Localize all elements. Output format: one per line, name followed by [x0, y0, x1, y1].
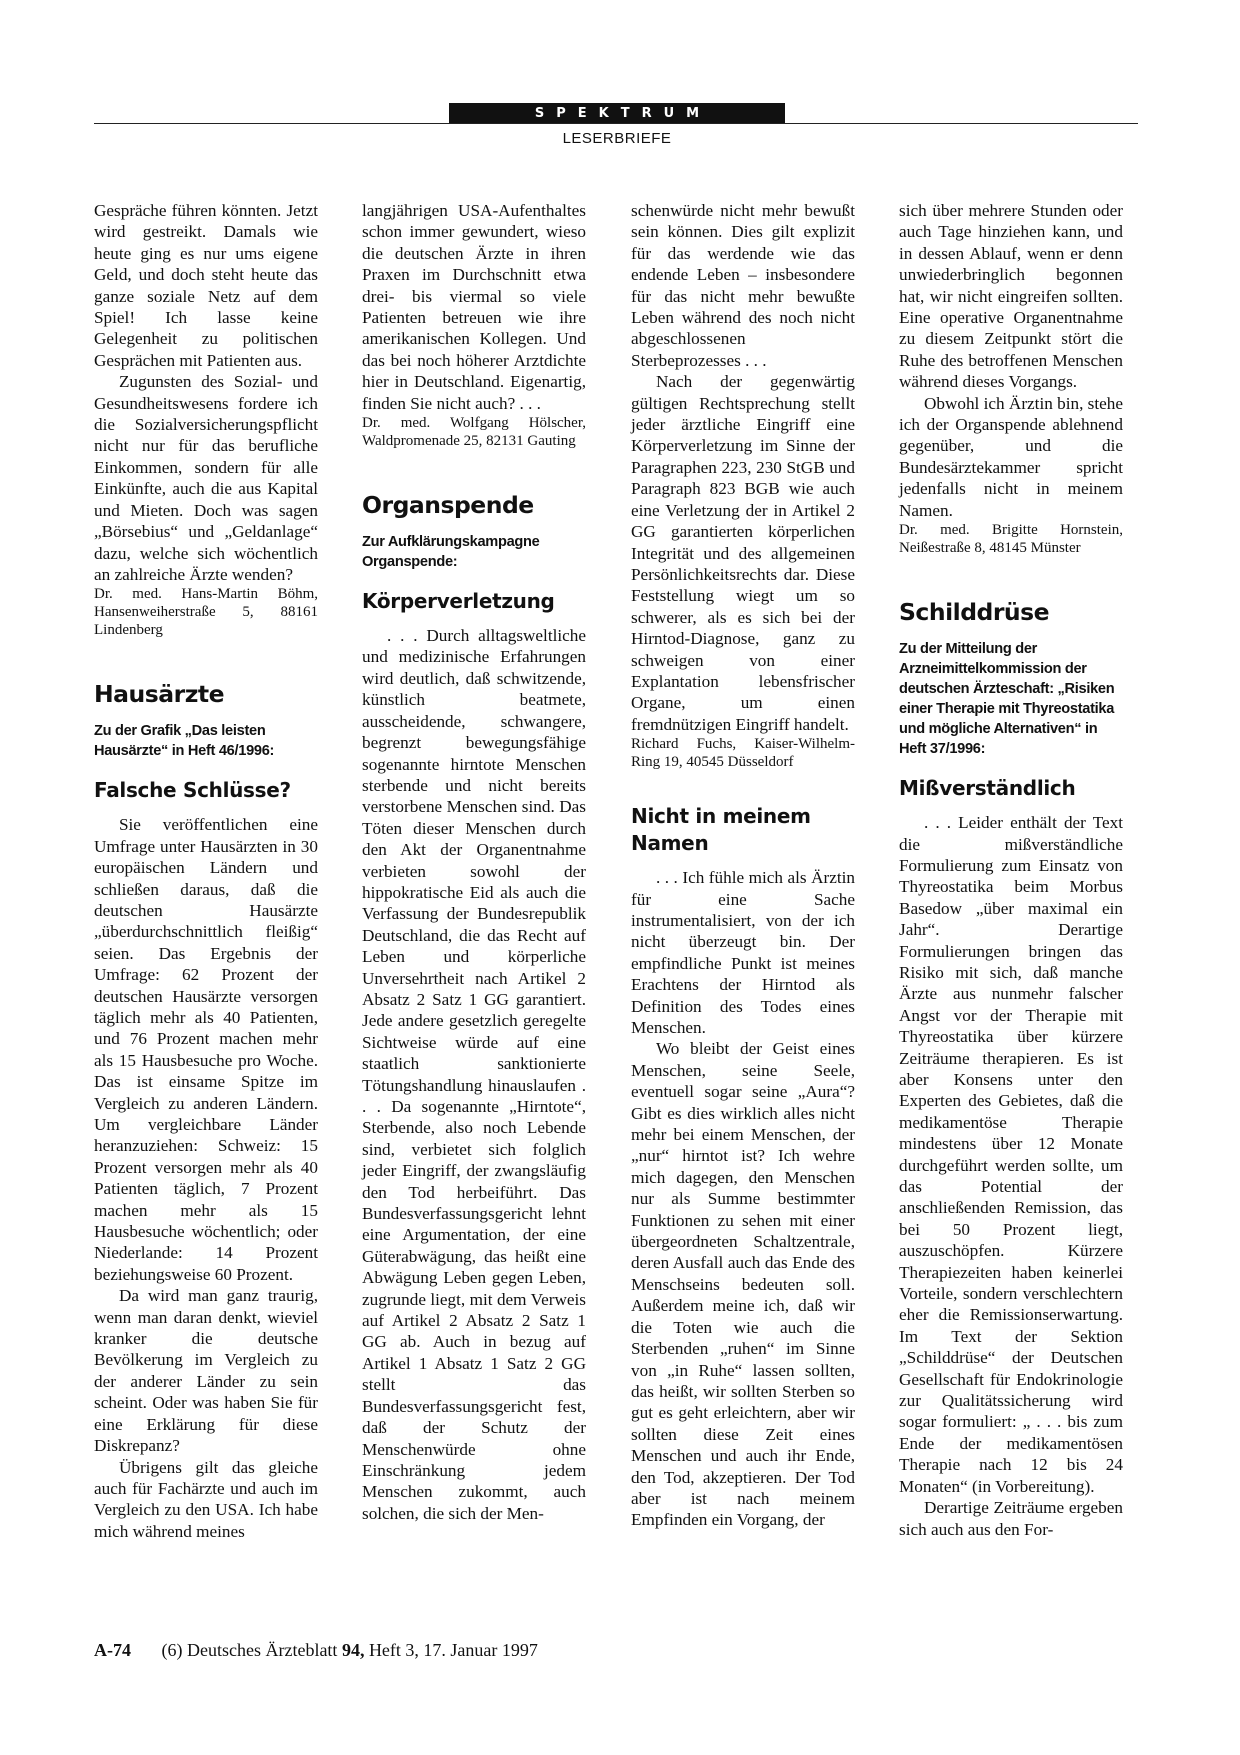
paragraph: . . . Ich fühle mich als Ärztin für eine Sache instrumentalisiert, von der ich nicht überzeugt bin. Der empfindliche Punkt ist meines Erachtens der Hirntod als Definition des Todes eines Menschen.: [631, 868, 855, 1037]
column-1: [94, 200, 318, 1542]
journal-issue: Heft 3, 17. Januar 1997: [368, 1640, 538, 1660]
reference-note: Zur Aufklärungskampagne Organspende:: [362, 534, 540, 571]
paragraph: Da wird man ganz traurig, wenn man daran denkt, wieviel kranker die deutsche Bevölkerung im Vergleich zu der anderer Länder zu sein scheint. Oder was haben Sie für eine Erklärung für diese Diskrepanz?: [94, 1286, 318, 1456]
paragraph: sich über mehrere Stunden oder auch Tage hinziehen kann, und in dessen Ablauf, wenn er denn unwiederbringlich begonnen hat, wir nicht eingreifen sollten. Eine operative Organentnahme zu diesem Zeitpunkt stört die Ruhe des betroffenen Menschen während dieses Vorgangs.: [899, 201, 1123, 392]
journal-volume: 94,: [341, 1640, 365, 1660]
topic-heading: Schilddrüse: [899, 598, 1050, 627]
paragraph: . . . Durch alltagsweltliche und medizinische Erfahrungen wird deutlich, daß schwitzende, künstlich beatmete, ausscheidende, schwangere, begrenzt bewegungsfähige sogenannte hirntote Menschen sterbende und nicht bereits verstorbene Menschen sind. Das Töten dieser Menschen durch den Akt der Organentnahme verbieten sowohl der hippokratische Eid als auch die Verfassung der Bundesrepublik Deutschland, die das Recht auf Leben und körperliche Unversehrtheit nach Artikel 2 Absatz 2 Satz 1 GG garantiert. Jede andere gesetzlich geregelte Sichtweise würde auf eine staatlich sanktionierte Tötungshandlung hinauslaufen . . . Da sogenannte „Hirntote“, Sterbende, also noch Lebende sind, verbietet sich folglich jeder Eingriff, der zwangsläufig den Tod herbeiführt. Das Bundesverfassungsgericht lehnt eine Argumentation, der eine Güterabwägung, das heißt eine Abwägung Leben gegen Leben, zugrunde liegt, mit dem Verweis auf Artikel 2 Absatz 2 Satz 1 GG ab. Auch in bezug auf Artikel 1 Absatz 1 Satz 2 GG stellt das Bundesverfassungsgericht fest, daß der Schutz der Menschenwürde ohne Einschränkung jedem Menschen zukommt, auch solchen, die sich der Men-: [362, 626, 586, 1523]
letter-title: Körperverletzung: [362, 589, 555, 614]
paragraph: Obwohl ich Ärztin bin, stehe ich der Organspende ablehnend gegenüber, und die Bundesärztekammer spricht jedenfalls nicht in meinem Namen.: [899, 393, 1123, 520]
reference-note: Zu der Grafik „Das leisten Hausärzte“ in Heft 46/1996:: [94, 723, 275, 760]
letter-title: Falsche Schlüsse?: [94, 778, 291, 803]
paragraph: Wo bleibt der Geist eines Menschen, seine Seele, eventuell sogar seine „Aura“? Gibt es dies wirklich alles nicht mehr bei einem Menschen, der „nur“ hirntot ist? Ich wehre mich dagegen, den Menschen nur als Summe bestimmter Funktionen zu sehen mit einer übergeordneten Schaltzentrale, deren Ausfall auch das Ende des Menschseins bedeuten soll. Außerdem meine ich, daß wir die Toten wie auch die Sterbenden „ruhen“ im Sinne von „in Ruhe“ lassen sollten, das heißt, wir sollten Sterben so gut es geht erleichtern, aber wir sollten diese Zeit eines Menschen und auch ihr Ende, den Tod, akzeptieren. Der Tod aber ist nach meinem Empfinden ein Vorgang, der: [631, 1039, 855, 1530]
subsection-label: LESERBRIEFE: [562, 130, 672, 147]
paragraph: Übrigens gilt das gleiche auch für Fachärzte und auch im Vergleich zu den USA. Ich habe mich während meines: [94, 1457, 318, 1541]
paragraph: . . . Leider enthält der Text die mißverständliche Formulierung zum Einsatz von Thyreostatika beim Morbus Basedow „über maximal ein Jahr“. Derartige Formulierungen bringen das Risiko mit sich, daß manche Ärzte aus nunmehr falscher Angst vor der Therapie mit Thyreostatika über kürzere Zeiträume therapieren. Es ist aber Konsens unter den Experten des Gebietes, daß die medikamentöse Therapie mindestens über 12 Monate durchgeführt werden sollte, um das Potential der anschließenden Remission, das bei 50 Prozent liegt, auszuschöpfen. Kürzere Therapiezeiten haben keinerlei Vorteile, sondern verschlechtern eher die Remissionserwartung. Im Text der Sektion „Schilddrüse“ der Deutschen Gesellschaft für Endokrinologie zur Qualitätssicherung wird sogar formuliert: „ . . . bis zum Ende der medikamentösen Therapie nach 12 bis 24 Monaten“ (in Vorbereitung).: [899, 813, 1123, 1496]
page-number: A-74: [94, 1640, 131, 1660]
column-4: [899, 200, 1123, 1540]
letter-signature: Dr. med. Wolfgang Hölscher, Waldpromenade 25, 82131 Gauting: [362, 415, 586, 450]
paragraph: Gespräche führen könnten. Jetzt wird gestreikt. Damals wie heute ging es nur ums eigene Geld, und doch steht heute das ganze soziale Netz auf dem Spiel! Ich lasse keine Gelegenheit zu politischen Gesprächen mit Patienten aus.: [94, 201, 318, 370]
page-footer: [94, 1640, 538, 1661]
letter-title: Nicht in meinem Namen: [631, 804, 811, 856]
header-rule: [94, 123, 1138, 124]
topic-heading: Hausärzte: [94, 680, 225, 709]
reference-note: Zu der Mitteilung der Arzneimittelkommission der deutschen Ärzteschaft: „Risiken einer Therapie mit Thyreostatika und mögliche Alternativen“ in Heft 37/1996:: [899, 641, 1115, 758]
journal-source: (6) Deutsches Ärzteblatt: [161, 1640, 338, 1660]
letter-title: Mißverständlich: [899, 776, 1076, 801]
paragraph: Nach der gegenwärtig gültigen Rechtsprechung stellt jeder ärztliche Eingriff eine Körperverletzung im Sinne der Paragraphen 223, 230 StGB und Paragraph 823 BGB wie auch eine Verletzung der in Artikel 2 GG garantierten körperlichen Integrität und des allgemeinen Persönlichkeitsrechts dar. Diese Feststellung wiegt um so schwerer, als es sich bei der Hirntod-Diagnose, ganz zu schweigen von einer Explantation lebensfrischer Organe, um einen fremdnützigen Eingriff handelt.: [631, 372, 855, 734]
topic-heading: Organspende: [362, 491, 534, 520]
column-2: [362, 200, 586, 1524]
paragraph: Sie veröffentlichen eine Umfrage unter Hausärzten in 30 europäischen Ländern und schließen daraus, daß die deutschen Hausärzte „überdurchschnittlich fleißig“ seien. Das Ergebnis der Umfrage: 62 Prozent der deutschen Hausärzte versorgen täglich mehr als 40 Patienten, und 76 Prozent machen mehr als 15 Hausbesuche pro Woche. Das ist einsame Spitze im Vergleich zu anderen Ländern. Um vergleichbare Länder heranzuziehen: Schweiz: 15 Prozent versorgen mehr als 40 Patienten täglich, 7 Prozent machen mehr als 15 Hausbesuche wöchentlich; oder Niederlande: 14 Prozent beziehungsweise 60 Prozent.: [94, 815, 318, 1284]
letter-signature: Richard Fuchs, Kaiser-Wilhelm-Ring 19, 40545 Düsseldorf: [631, 736, 855, 771]
column-3: [631, 200, 855, 1531]
letter-signature: Dr. med. Hans-Martin Böhm, Hansenweiherstraße 5, 88161 Lindenberg: [94, 586, 318, 639]
letter-signature: Dr. med. Brigitte Hornstein, Neißestraße 8, 48145 Münster: [899, 522, 1123, 557]
paragraph: Zugunsten des Sozial- und Gesundheitswesens fordere ich die Sozialversicherungspflicht nicht nur für das berufliche Einkommen, sondern für alle Einkünfte, auch die aus Kapital und Mieten. Doch was sagen „Börsebius“ und „Geldanlage“ dazu, welche sich wöchentlich an zahlreiche Ärzte wenden?: [94, 372, 318, 584]
page-header: [0, 0, 1240, 160]
paragraph: schenwürde nicht mehr bewußt sein können. Dies gilt explizit für das werdende wie das endende Leben – insbesondere für das nicht mehr bewußte Leben während des noch nicht abgeschlossenen Sterbeprozesses . . .: [631, 201, 855, 370]
paragraph: Derartige Zeiträume ergeben sich auch aus den For-: [899, 1498, 1123, 1539]
paragraph: langjährigen USA-Aufenthaltes schon immer gewundert, wieso die deutschen Ärzte in ihren Praxen im Durchschnitt etwa drei- bis viermal so viele Patienten betreuen wie ihre amerikanischen Kollegen. Und das bei noch höherer Arztdichte hier in Deutschland. Eigenartig, finden Sie nicht auch? . . .: [362, 201, 586, 413]
section-banner: SPEKTRUM: [449, 103, 785, 124]
